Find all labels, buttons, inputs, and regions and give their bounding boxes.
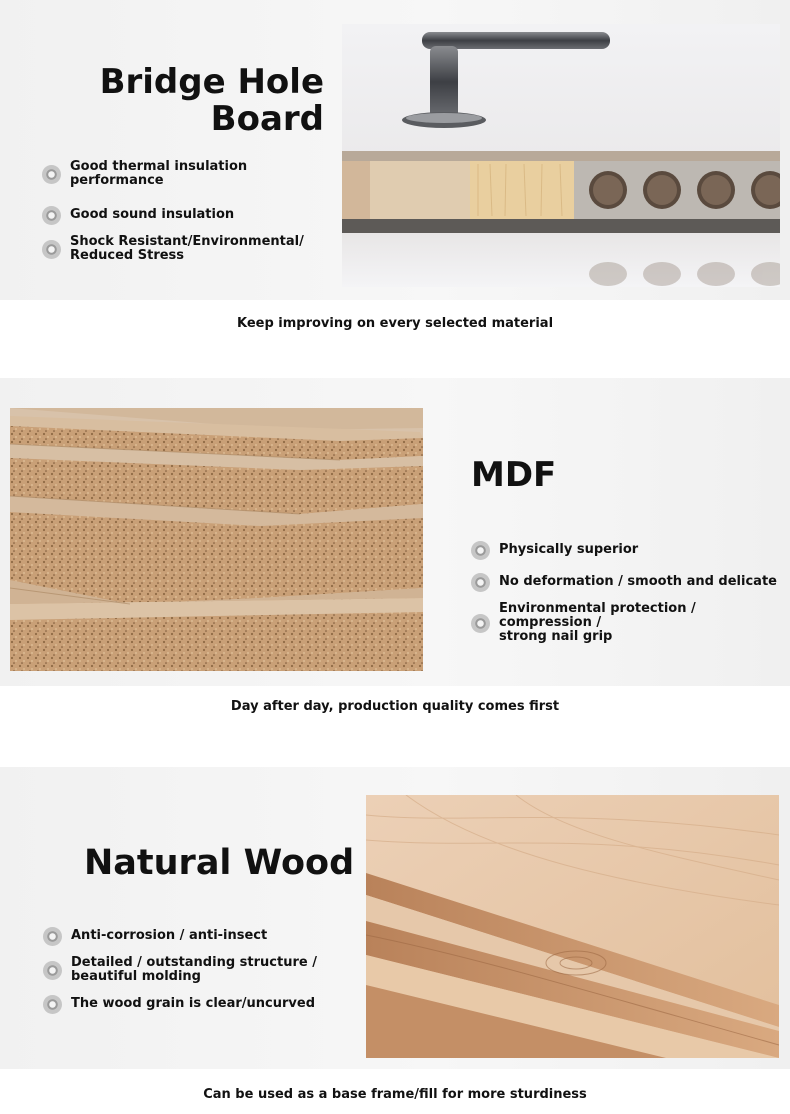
bullet-icon (42, 165, 61, 184)
feature-item: Physically superior (471, 543, 790, 557)
title-line-2: Board (210, 99, 324, 139)
natural-wood-planks-image (366, 795, 779, 1058)
section-caption: Keep improving on every selected material (236, 316, 554, 331)
bridge-hole-board-features (42, 160, 342, 263)
section-caption: Day after day, production quality comes first (230, 699, 560, 714)
feature-item: Good sound insulation (42, 208, 342, 222)
section-caption: Can be used as a base frame/fill for more sturdiness (203, 1087, 587, 1102)
bullet-icon (471, 614, 490, 633)
bullet-icon (471, 541, 490, 560)
mdf-title: MDF (471, 455, 557, 495)
bullet-icon (43, 961, 62, 980)
bullet-icon (43, 995, 62, 1014)
feature-item: Shock Resistant/Environmental/ Reduced Stress (42, 235, 342, 263)
feature-item: The wood grain is clear/uncurved (43, 997, 343, 1011)
feature-item: Detailed / outstanding structure / beautiful molding (43, 956, 343, 984)
feature-item: Environmental protection / compression / strong nail grip (471, 602, 790, 644)
mdf-features (471, 543, 790, 644)
bullet-icon (43, 927, 62, 946)
hollow-board-door-image (342, 24, 780, 287)
bridge-hole-board-title (64, 64, 324, 138)
feature-item: Good thermal insulation performance (42, 160, 342, 188)
feature-item: No deformation / smooth and delicate (471, 575, 790, 589)
bullet-icon (42, 240, 61, 259)
feature-item: Anti-corrosion / anti-insect (43, 929, 343, 943)
title-line-1: Bridge Hole (99, 62, 324, 102)
natural-wood-features (43, 929, 343, 1011)
bullet-icon (42, 206, 61, 225)
particle-board-stack-image (10, 408, 423, 671)
bullet-icon (471, 573, 490, 592)
natural-wood-title: Natural Wood (84, 843, 355, 883)
